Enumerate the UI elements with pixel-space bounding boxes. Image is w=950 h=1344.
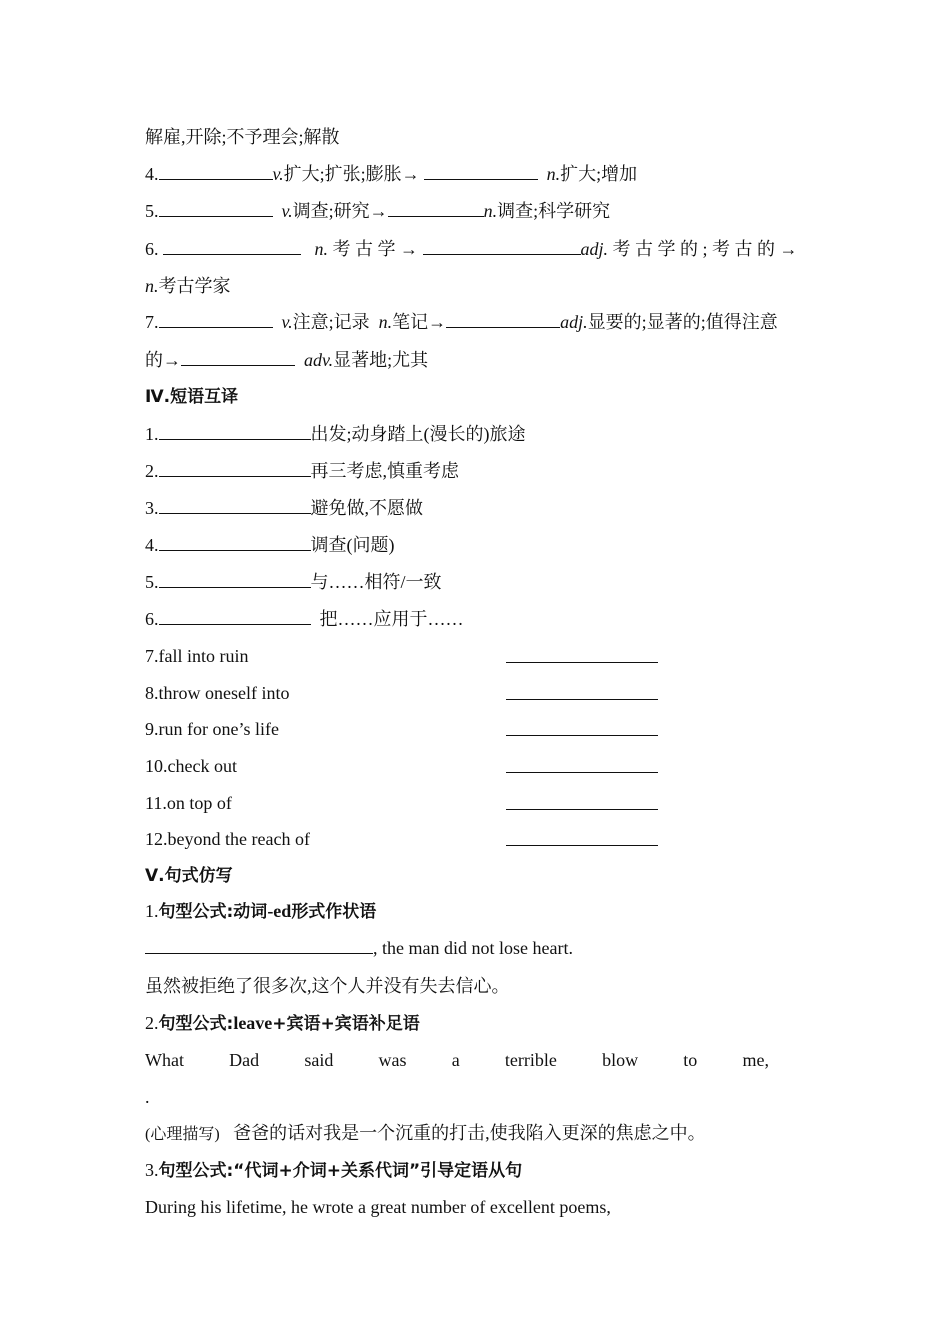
answer-blank[interactable] (446, 311, 560, 328)
section-heading-sentences: Ⅴ.句式仿写 (145, 866, 233, 886)
answer-blank[interactable] (159, 571, 311, 588)
sentence-pattern-2-cn: (心理描写) 爸爸的话对我是一个沉重的打击,使我陷入更深的焦虑之中。 (145, 1123, 706, 1143)
answer-blank[interactable] (181, 349, 295, 366)
phrase-item-en: 8.throw oneself into (145, 683, 290, 703)
answer-blank[interactable] (159, 423, 311, 440)
sentence-pattern-2-title: 2.句型公式:leave+宾语+宾语补足语 (145, 1013, 420, 1034)
phrase-item-en: 10.check out (145, 756, 237, 776)
sentence-pattern-3: During his lifetime, he wrote a great number of excellent poems, (145, 1197, 611, 1217)
vocab-item-7-cont: 的→ adv.显著地;尤其 (145, 350, 429, 370)
phrase-item: 1. 出发;动身踏上(漫长的)旅途 (145, 424, 526, 444)
phrase-item: 5. 与……相符/一致 (145, 572, 442, 592)
answer-blank[interactable] (388, 200, 484, 217)
section-heading-phrases: Ⅳ.短语互译 (145, 387, 239, 407)
answer-blank[interactable] (159, 534, 311, 551)
answer-blank[interactable] (159, 163, 273, 180)
answer-blank[interactable] (506, 719, 658, 736)
answer-blank[interactable] (423, 238, 581, 255)
phrase-item-en: 9.run for one’s life (145, 719, 279, 739)
phrase-item: 3. 避免做,不愿做 (145, 498, 423, 518)
sentence-pattern-1-title: 1.句型公式:动词-ed形式作状语 (145, 901, 377, 922)
answer-blank[interactable] (506, 756, 658, 773)
answer-blank[interactable] (163, 238, 301, 255)
phrase-item-en: 12.beyond the reach of (145, 829, 310, 849)
answer-blank[interactable] (159, 311, 273, 328)
answer-blank[interactable] (506, 646, 658, 663)
phrase-item-en: 11.on top of (145, 793, 232, 813)
sentence-pattern-1-cn: 虽然被拒绝了很多次,这个人并没有失去信心。 (145, 976, 510, 996)
phrase-item: 6. 把……应用于…… (145, 609, 464, 629)
answer-blank[interactable] (159, 200, 273, 217)
phrase-item: 2. 再三考虑,慎重考虑 (145, 461, 459, 481)
sentence-pattern-3-title: 3.句型公式:“代词+介词+关系代词”引导定语从句 (145, 1160, 523, 1181)
vocab-item-5: 5. v.调查;研究→ n.调查;科学研究 (145, 201, 611, 221)
vocab-line-continued: 解雇,开除;不予理会;解散 (145, 127, 340, 147)
answer-blank[interactable] (159, 460, 311, 477)
vocab-item-6: 6. n. 考 古 学 → adj. 考 古 学 的 ; 考 古 的 → (145, 239, 798, 259)
phrase-item-en: 7.fall into ruin (145, 646, 249, 666)
answer-blank[interactable] (424, 163, 538, 180)
answer-blank[interactable] (159, 608, 311, 625)
answer-blank[interactable] (506, 793, 658, 810)
answer-blank[interactable] (506, 829, 658, 846)
answer-blank[interactable] (159, 497, 311, 514)
vocab-item-6-cont: n.考古学家 (145, 276, 231, 296)
sentence-pattern-1: , the man did not lose heart. (145, 937, 573, 959)
sentence-pattern-2-end: . (145, 1087, 150, 1107)
vocab-item-7: 7. v.注意;记录 n.笔记→ adj.显要的;显著的;值得注意 (145, 312, 778, 332)
phrase-item: 4. 调查(问题) (145, 535, 395, 555)
answer-blank[interactable] (506, 683, 658, 700)
vocab-item-4: 4. v.扩大;扩张;膨胀→ n.扩大;增加 (145, 164, 638, 184)
sentence-pattern-2: What Dad said was a terrible blow to me, (145, 1050, 769, 1070)
answer-blank[interactable] (145, 937, 373, 954)
